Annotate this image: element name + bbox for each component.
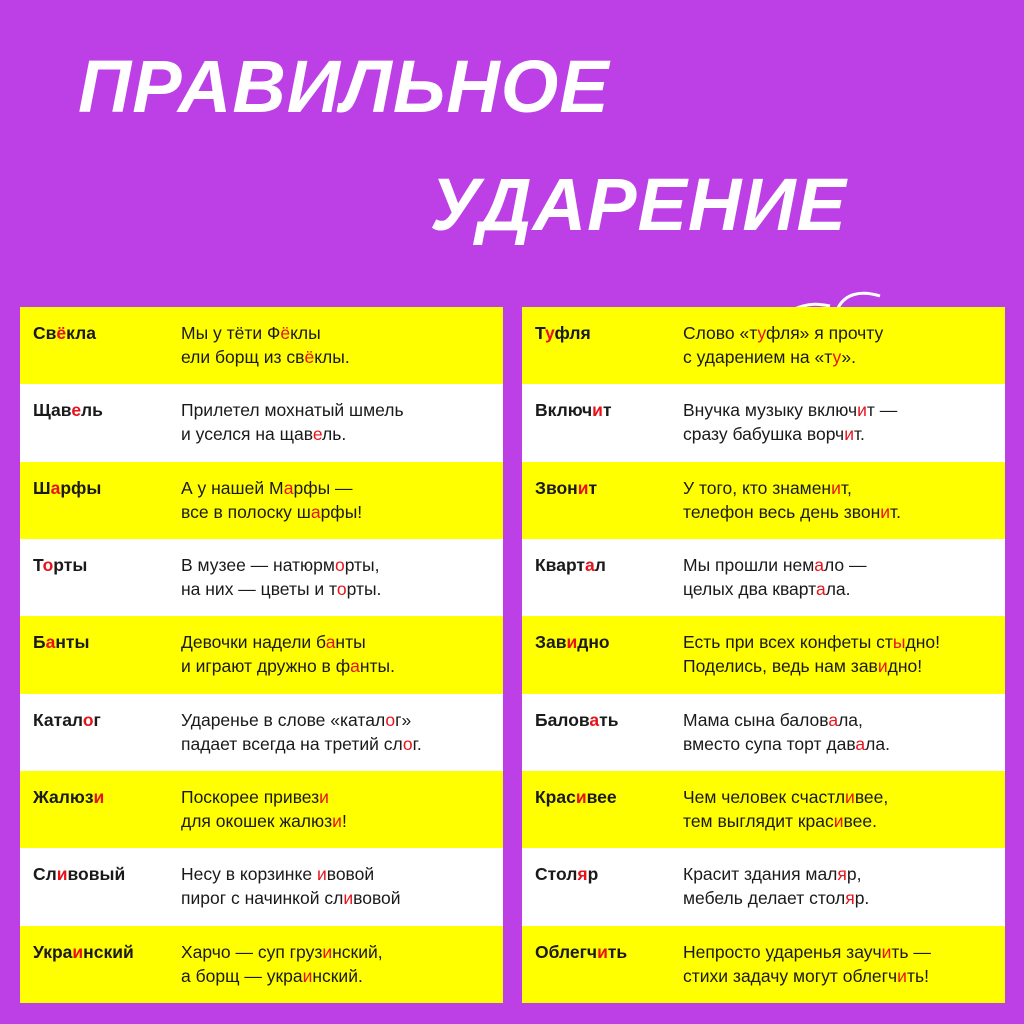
rhyme-text: клы.	[314, 347, 350, 367]
rhyme-stressed-letter: и	[881, 941, 892, 962]
table-row	[20, 539, 503, 616]
rhyme-text: дно!	[887, 656, 923, 677]
table-row	[522, 616, 1005, 693]
stress-word	[20, 862, 181, 886]
rhyme-line-2	[683, 654, 1005, 678]
rhyme-line-2	[683, 886, 1005, 910]
rhyme-phrase	[683, 553, 1005, 601]
rhyme-text: ль.	[322, 424, 347, 445]
rhyme-text: тем выглядит крас	[683, 810, 834, 831]
rhyme-text: Прилетел мохнатый шмель	[181, 400, 404, 421]
left-word-table	[20, 307, 503, 1003]
word-stressed-letter: ё	[56, 323, 67, 343]
rhyme-stressed-letter: и	[343, 888, 354, 909]
rhyme-stressed-letter: и	[332, 810, 342, 831]
rhyme-line-2	[181, 809, 503, 833]
rhyme-text: с ударением на «т	[683, 347, 833, 367]
rhyme-stressed-letter: и	[857, 400, 867, 421]
rhyme-text: ла.	[865, 733, 890, 754]
right-word-table	[522, 307, 1005, 1003]
rhyme-line-2	[683, 500, 1005, 524]
rhyme-stressed-letter: ё	[304, 347, 315, 367]
rhyme-text: ть!	[906, 965, 929, 986]
word-text: ль	[81, 400, 103, 421]
rhyme-text: Мы у тёти Ф	[181, 323, 281, 343]
stress-word	[20, 940, 181, 964]
rhyme-text: пирог с начинкой сл	[181, 888, 344, 909]
word-text: Ш	[33, 477, 51, 498]
word-stressed-letter: и	[72, 941, 84, 962]
rhyme-phrase	[683, 708, 1005, 756]
rhyme-line-2	[181, 964, 503, 988]
rhyme-text: стихи задачу могут облегч	[683, 965, 898, 986]
rhyme-text: т —	[866, 400, 898, 421]
rhyme-stressed-letter: е	[312, 424, 323, 445]
rhyme-line-1	[683, 708, 1005, 732]
table-row	[20, 694, 503, 771]
table-row	[522, 384, 1005, 461]
rhyme-line-1	[683, 553, 1005, 577]
rhyme-line-1	[181, 630, 503, 654]
rhyme-line-2	[181, 732, 503, 756]
rhyme-text: т.	[853, 424, 865, 445]
rhyme-line-2	[683, 422, 1005, 446]
stress-word	[20, 476, 181, 500]
rhyme-text: клы	[290, 323, 321, 343]
rhyme-phrase	[683, 785, 1005, 833]
rhyme-text: сразу бабушка ворч	[683, 424, 845, 445]
rhyme-text: Харчо — суп груз	[181, 941, 323, 962]
rhyme-text: все в полоску ш	[181, 501, 311, 522]
word-text: г	[93, 709, 101, 730]
rhyme-text: и уселся на щав	[181, 424, 313, 445]
word-text: Щав	[33, 400, 72, 421]
rhyme-text: нты	[335, 632, 366, 653]
word-stressed-letter: о	[42, 554, 54, 575]
stress-word	[522, 630, 683, 654]
rhyme-stressed-letter: о	[385, 709, 396, 730]
rhyme-line-1	[683, 940, 1005, 964]
rhyme-text: на них — цветы и т	[181, 578, 337, 599]
title-line-1: ПРАВИЛЬНОЕ	[78, 45, 610, 128]
rhyme-text: вместо супа торт дав	[683, 733, 856, 754]
rhyme-text: Мы прошли нем	[683, 554, 815, 575]
rhyme-phrase	[181, 862, 503, 910]
table-row	[20, 848, 503, 925]
word-stressed-letter: а	[584, 554, 595, 575]
rhyme-stressed-letter: а	[310, 501, 321, 522]
rhyme-line-1	[181, 940, 503, 964]
rhyme-phrase	[683, 940, 1005, 988]
rhyme-text: падает всегда на третий сл	[181, 733, 403, 754]
word-stressed-letter: а	[50, 477, 61, 498]
rhyme-text: г.	[412, 733, 422, 754]
word-text: Крас	[535, 786, 576, 807]
word-stressed-letter: и	[597, 941, 608, 962]
rhyme-line-2	[683, 577, 1005, 601]
word-text: ть	[607, 941, 628, 962]
rhyme-line-1	[181, 321, 503, 345]
rhyme-text: вее.	[843, 810, 877, 831]
stress-word	[20, 321, 181, 345]
rhyme-text: Красит здания мал	[683, 864, 838, 885]
rhyme-line-2	[683, 809, 1005, 833]
rhyme-stressed-letter: и	[880, 501, 891, 522]
stress-word	[522, 785, 683, 809]
rhyme-phrase	[683, 398, 1005, 446]
rhyme-text: ели борщ из св	[181, 347, 305, 367]
rhyme-text: нты.	[359, 656, 395, 677]
stress-word	[20, 630, 181, 654]
rhyme-text: вее,	[854, 786, 889, 807]
word-stressed-letter: и	[575, 786, 587, 807]
word-text: Облегч	[535, 941, 598, 962]
rhyme-text: а борщ — укра	[181, 965, 303, 986]
rhyme-phrase	[181, 940, 503, 988]
rhyme-text: рты.	[346, 578, 382, 599]
rhyme-stressed-letter: а	[814, 554, 825, 575]
rhyme-stressed-letter: и	[877, 656, 888, 677]
rhyme-line-1	[683, 630, 1005, 654]
rhyme-stressed-letter: а	[350, 656, 360, 677]
word-stressed-letter: е	[71, 400, 82, 421]
rhyme-text: А у нашей М	[181, 477, 284, 498]
word-text: Катал	[33, 709, 83, 730]
rhyme-line-1	[683, 862, 1005, 886]
rhyme-stressed-letter: и	[844, 424, 854, 445]
rhyme-line-2	[181, 422, 503, 446]
stress-word	[522, 553, 683, 577]
rhyme-text: т.	[890, 501, 901, 522]
word-stressed-letter: и	[577, 477, 589, 498]
rhyme-stressed-letter: я	[837, 864, 847, 885]
word-stressed-letter: у	[545, 323, 555, 343]
rhyme-line-1	[181, 862, 503, 886]
word-text: Жалюз	[33, 786, 94, 807]
rhyme-text: ть —	[891, 941, 931, 962]
rhyme-line-1	[683, 321, 1005, 345]
table-row	[20, 616, 503, 693]
rhyme-text: Девочки надели б	[181, 632, 326, 653]
stress-word	[20, 398, 181, 422]
stress-word	[522, 862, 683, 886]
rhyme-stressed-letter: о	[402, 733, 413, 754]
stress-word	[522, 708, 683, 732]
rhyme-phrase	[181, 630, 503, 678]
rhyme-line-1	[181, 476, 503, 500]
rhyme-text: Слово «т	[683, 323, 758, 343]
rhyme-text: т,	[840, 477, 852, 498]
word-text: вовый	[67, 864, 126, 885]
rhyme-stressed-letter: и	[322, 941, 333, 962]
word-text: Св	[33, 323, 57, 343]
rhyme-text: вовой	[326, 864, 375, 885]
stress-word	[20, 553, 181, 577]
word-text: рфы	[60, 477, 102, 498]
word-text: вее	[586, 786, 617, 807]
rhyme-phrase	[181, 321, 503, 369]
table-row	[20, 771, 503, 848]
word-text: Звон	[535, 477, 578, 498]
rhyme-text: рты,	[344, 554, 380, 575]
rhyme-text: дно!	[905, 632, 940, 653]
rhyme-text: и играют дружно в ф	[181, 656, 351, 677]
table-row	[20, 307, 503, 384]
table-row	[20, 462, 503, 539]
word-text: т	[602, 400, 612, 421]
rhyme-stressed-letter: у	[832, 347, 842, 367]
word-text: л	[594, 554, 606, 575]
word-text: Включ	[535, 400, 593, 421]
rhyme-text: вовой	[353, 888, 401, 909]
word-text: Укра	[33, 941, 73, 962]
table-row	[20, 926, 503, 1003]
word-text: Стол	[535, 864, 578, 885]
rhyme-text: Непросто ударенья зауч	[683, 941, 882, 962]
word-stressed-letter: и	[566, 632, 578, 653]
rhyme-line-1	[683, 398, 1005, 422]
rhyme-line-2	[683, 732, 1005, 756]
rhyme-text: У того, кто знамен	[683, 477, 832, 498]
word-text: ть	[599, 709, 619, 730]
word-text: дно	[577, 632, 610, 653]
word-text: Б	[33, 632, 46, 653]
rhyme-text: Есть при всех конфеты ст	[683, 632, 893, 653]
rhyme-stressed-letter: у	[757, 323, 766, 343]
word-text: фля	[554, 323, 591, 343]
table-row	[522, 771, 1005, 848]
rhyme-text: р.	[854, 888, 870, 909]
word-text: нский	[83, 941, 134, 962]
rhyme-stressed-letter: и	[316, 864, 327, 885]
table-row	[522, 926, 1005, 1003]
rhyme-stressed-letter: а	[325, 632, 336, 653]
word-stressed-letter: о	[82, 709, 94, 730]
rhyme-text: ла.	[825, 578, 851, 599]
rhyme-text: нский,	[332, 941, 383, 962]
rhyme-line-2	[683, 964, 1005, 988]
table-row	[522, 307, 1005, 384]
rhyme-phrase	[683, 630, 1005, 678]
word-text: Т	[33, 554, 43, 575]
stress-word	[522, 940, 683, 964]
word-text: т	[588, 477, 598, 498]
word-text: Кварт	[535, 554, 585, 575]
word-text: Т	[535, 323, 546, 343]
rhyme-text: ло —	[824, 554, 867, 575]
stress-word	[20, 708, 181, 732]
word-stressed-letter: а	[589, 709, 600, 730]
table-row	[522, 462, 1005, 539]
rhyme-stressed-letter: и	[833, 810, 844, 831]
word-text: Сл	[33, 864, 57, 885]
stress-word	[522, 476, 683, 500]
rhyme-text: ».	[841, 347, 857, 367]
rhyme-phrase	[683, 862, 1005, 910]
word-text: Зав	[535, 632, 567, 653]
word-stressed-letter: я	[577, 864, 588, 885]
rhyme-stressed-letter: а	[828, 709, 839, 730]
rhyme-stressed-letter: и	[302, 965, 313, 986]
rhyme-line-1	[683, 476, 1005, 500]
rhyme-stressed-letter: я	[845, 888, 855, 909]
rhyme-text: нский.	[312, 965, 363, 986]
word-text: нты	[55, 632, 90, 653]
rhyme-text: г»	[395, 709, 412, 730]
rhyme-text: рфы!	[320, 501, 363, 522]
rhyme-text: Мама сына балов	[683, 709, 829, 730]
rhyme-phrase	[683, 476, 1005, 524]
word-stressed-letter: и	[93, 786, 105, 807]
rhyme-line-2	[181, 886, 503, 910]
rhyme-text: р,	[846, 864, 862, 885]
rhyme-text: Ударенье в слове «катал	[181, 709, 386, 730]
word-stressed-letter: а	[45, 632, 56, 653]
rhyme-text: для окошек жалюз	[181, 810, 333, 831]
rhyme-line-2	[181, 577, 503, 601]
rhyme-line-1	[181, 398, 503, 422]
rhyme-text: !	[341, 810, 347, 831]
rhyme-line-2	[683, 345, 1005, 369]
table-row	[522, 539, 1005, 616]
table-row	[522, 848, 1005, 925]
word-stressed-letter: и	[56, 864, 68, 885]
word-text: Балов	[535, 709, 590, 730]
rhyme-stressed-letter: о	[334, 554, 345, 575]
rhyme-line-2	[181, 345, 503, 369]
word-text: р	[587, 864, 599, 885]
rhyme-stressed-letter: а	[283, 477, 294, 498]
rhyme-line-2	[181, 654, 503, 678]
rhyme-text: мебель делает стол	[683, 888, 846, 909]
rhyme-stressed-letter: о	[336, 578, 347, 599]
rhyme-text: В музее — натюрм	[181, 554, 335, 575]
word-stressed-letter: и	[592, 400, 603, 421]
rhyme-line-1	[181, 553, 503, 577]
rhyme-line-2	[181, 500, 503, 524]
rhyme-text: Несу в корзинке	[181, 864, 317, 885]
rhyme-line-1	[181, 708, 503, 732]
rhyme-text: телефон весь день звон	[683, 501, 881, 522]
table-row	[20, 384, 503, 461]
title-line-2: УДАРЕНИЕ	[430, 163, 847, 246]
rhyme-stressed-letter: ы	[892, 632, 906, 653]
stress-word	[522, 398, 683, 422]
rhyme-stressed-letter: и	[897, 965, 907, 986]
rhyme-phrase	[181, 785, 503, 833]
stress-word	[522, 321, 683, 345]
rhyme-phrase	[181, 398, 503, 446]
rhyme-phrase	[181, 553, 503, 601]
rhyme-stressed-letter: ё	[280, 323, 291, 343]
rhyme-stressed-letter: и	[831, 477, 841, 498]
rhyme-stressed-letter: и	[319, 786, 329, 807]
rhyme-text: рфы —	[293, 477, 353, 498]
rhyme-phrase	[181, 708, 503, 756]
rhyme-text: фля» я прочту	[765, 323, 884, 343]
rhyme-stressed-letter: а	[815, 578, 826, 599]
word-text: кла	[66, 323, 96, 343]
table-row	[522, 694, 1005, 771]
rhyme-text: Поскорее привез	[181, 786, 320, 807]
rhyme-text: Внучка музыку включ	[683, 400, 858, 421]
rhyme-text: ла,	[838, 709, 863, 730]
word-text: рты	[53, 554, 88, 575]
rhyme-stressed-letter: и	[845, 786, 855, 807]
stress-word	[20, 785, 181, 809]
rhyme-text: Поделись, ведь нам зав	[683, 656, 878, 677]
rhyme-stressed-letter: а	[855, 733, 866, 754]
rhyme-phrase	[683, 321, 1005, 369]
rhyme-text: Чем человек счастл	[683, 786, 846, 807]
rhyme-line-1	[683, 785, 1005, 809]
rhyme-text: целых два кварт	[683, 578, 816, 599]
rhyme-line-1	[181, 785, 503, 809]
rhyme-phrase	[181, 476, 503, 524]
